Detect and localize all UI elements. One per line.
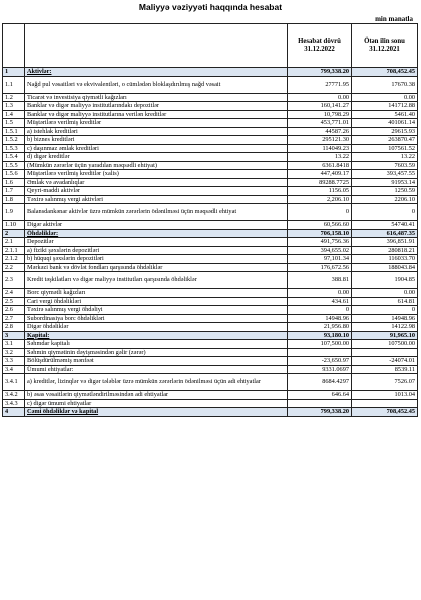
row-number: 3.2: [3, 348, 25, 357]
row-label: b) əsas vəsaitlərin qiymətləndirilməsindən adi ehtiyatlar: [25, 391, 288, 400]
row-label: Səhmin qiymətinin dəyişməsindən gəlir (zərər): [25, 348, 288, 357]
row-value-current: 6361.8418: [288, 161, 352, 170]
row-label: c) daşınmaz əmlak kreditləri: [25, 144, 288, 153]
table-row: [3, 144, 418, 153]
row-label: a) fiziki şəxslərin depozitləri: [25, 246, 288, 255]
row-value-current: 114049.23: [288, 144, 352, 153]
row-number: 3.4.1: [3, 374, 25, 391]
row-label: Digər öhdəliklər: [25, 323, 288, 332]
row-label: Müştərilərə verilmiş kreditlər (xalis): [25, 170, 288, 179]
row-label: Banklar və digər maliyyə institutlarına verilən kreditlər: [25, 110, 288, 119]
row-value-current: 453,771.01: [288, 119, 352, 128]
row-number: 1.4: [3, 110, 25, 119]
row-value-previous: 0.00: [352, 93, 418, 102]
row-value-previous: [352, 348, 418, 357]
row-label: b) hüquqi şəxslərin depozitləri: [25, 255, 288, 264]
table-row: [3, 136, 418, 145]
row-number: 2.8: [3, 323, 25, 332]
row-number: 2.6: [3, 306, 25, 315]
row-label: b) biznes kreditləri: [25, 136, 288, 145]
row-value-current: -23,650.97: [288, 357, 352, 366]
row-value-previous: 54740.41: [352, 221, 418, 230]
financial-position-table: [2, 23, 418, 417]
row-value-previous: 7603.59: [352, 161, 418, 170]
row-number: 3.1: [3, 340, 25, 349]
table-body: [3, 68, 418, 417]
row-value-current: 176,672.56: [288, 263, 352, 272]
row-value-current: 97,101.34: [288, 255, 352, 264]
header-label-cell: [25, 24, 288, 68]
report-title: Maliyyə vəziyyəti haqqında hesabat: [138, 2, 283, 12]
row-value-current: 10,798.29: [288, 110, 352, 119]
row-number: 1.7: [3, 187, 25, 196]
row-value-previous: 1904.85: [352, 272, 418, 289]
row-value-previous: 2206.10: [352, 195, 418, 204]
row-number: 2.2: [3, 263, 25, 272]
row-number: 1.5.6: [3, 170, 25, 179]
row-value-current: 160,141.27: [288, 102, 352, 111]
row-value-previous: 8539.11: [352, 365, 418, 374]
row-value-current: 27771.95: [288, 76, 352, 93]
row-number: 1.6: [3, 178, 25, 187]
row-label: Qeyri-maddi aktivlər: [25, 187, 288, 196]
row-label: Səhmdar kapitalı: [25, 340, 288, 349]
table-row: [3, 272, 418, 289]
row-value-current: 0: [288, 204, 352, 221]
row-number: 1.8: [3, 195, 25, 204]
row-value-current: 447,409.17: [288, 170, 352, 179]
row-value-current: 394,655.02: [288, 246, 352, 255]
table-row: [3, 195, 418, 204]
row-value-current: 706,158.10: [288, 229, 352, 238]
row-label: Balansdankənar aktivlər üzrə mümkün zərərlərin ödənilməsi üçün məqsədli ehtiyat: [25, 204, 288, 221]
row-label: Kredit təşkilatları və digər maliyyə institutları qarşısında öhdəliklər: [25, 272, 288, 289]
row-label: Bölüşdürülməmiş mənfəət: [25, 357, 288, 366]
row-number: 1.9: [3, 204, 25, 221]
row-label: Borc qiymətli kağızları: [25, 289, 288, 298]
header-previous-year-line1: Ötən ilin sonu: [364, 37, 405, 45]
row-value-previous: 188043.84: [352, 263, 418, 272]
header-current-period-line2: 31.12.2022: [304, 45, 335, 53]
row-value-current: [288, 399, 352, 408]
row-value-current: 491,756.36: [288, 238, 352, 247]
row-value-previous: 708,452.45: [352, 68, 418, 77]
table-row: [3, 399, 418, 408]
row-number: 1.5.4: [3, 153, 25, 162]
table-row: [3, 255, 418, 264]
row-value-current: 60,566.60: [288, 221, 352, 230]
row-label: d) digər kreditlər: [25, 153, 288, 162]
row-value-previous: 91953.14: [352, 178, 418, 187]
row-value-current: 2,206.10: [288, 195, 352, 204]
row-value-previous: 0: [352, 204, 418, 221]
row-number: 1.10: [3, 221, 25, 230]
row-label: a) kreditlər, lizinqlər və digər tələblər üzrə mümkün zərərlərin ödənilməsi üçün adi ehtiyatlar: [25, 374, 288, 391]
row-number: 1.5.3: [3, 144, 25, 153]
row-value-current: 9331.0697: [288, 365, 352, 374]
row-number: 3.4.3: [3, 399, 25, 408]
table-row: [3, 238, 418, 247]
header-previous-year-line2: 31.12.2021: [369, 45, 400, 53]
row-value-current: 21,956.80: [288, 323, 352, 332]
table-row: [3, 357, 418, 366]
row-value-previous: 29615.93: [352, 127, 418, 136]
row-value-current: 388.81: [288, 272, 352, 289]
row-number: 1.2: [3, 93, 25, 102]
table-row: [3, 348, 418, 357]
row-number: 3.4.2: [3, 391, 25, 400]
row-value-previous: 396,851.91: [352, 238, 418, 247]
row-number: 3.3: [3, 357, 25, 366]
row-label: Digər aktivlər: [25, 221, 288, 230]
table-row: [3, 246, 418, 255]
row-value-current: 0.00: [288, 93, 352, 102]
row-number: 2.3: [3, 272, 25, 289]
header-current-period: [288, 24, 352, 68]
table-row: [3, 323, 418, 332]
row-value-previous: 280818.21: [352, 246, 418, 255]
table-row: [3, 178, 418, 187]
table-row: [3, 374, 418, 391]
table-row: [3, 170, 418, 179]
row-label: Əmlak və avadanlıqlar: [25, 178, 288, 187]
table-row: [3, 297, 418, 306]
row-value-previous: 401061.14: [352, 119, 418, 128]
row-value-current: 8684.4297: [288, 374, 352, 391]
table-section-row: [3, 408, 418, 417]
row-value-current: 1156.05: [288, 187, 352, 196]
table-row: [3, 289, 418, 298]
row-number: 2.1.2: [3, 255, 25, 264]
row-value-current: 434.61: [288, 297, 352, 306]
row-label: Mərkəzi bank və dövlət fondları qarşısında öhdəliklər: [25, 263, 288, 272]
row-number: 1.3: [3, 102, 25, 111]
table-row: [3, 340, 418, 349]
row-value-current: [288, 348, 352, 357]
row-value-previous: 116033.70: [352, 255, 418, 264]
row-label: Kapital:: [25, 331, 288, 340]
row-value-current: 646.64: [288, 391, 352, 400]
row-value-previous: 1013.04: [352, 391, 418, 400]
header-current-period-line1: Hesabat dövrü: [298, 37, 341, 45]
row-value-previous: 616,487.35: [352, 229, 418, 238]
row-value-previous: 393,457.55: [352, 170, 418, 179]
table-section-row: [3, 331, 418, 340]
row-label: c) digər ümumi ehtiyatlar: [25, 399, 288, 408]
table-row: [3, 102, 418, 111]
row-value-previous: 17670.38: [352, 76, 418, 93]
row-value-previous: 14122.98: [352, 323, 418, 332]
table-row: [3, 93, 418, 102]
header-num-cell: [3, 24, 25, 68]
row-value-previous: 0: [352, 306, 418, 315]
row-number: 2.1.1: [3, 246, 25, 255]
row-value-previous: 91,965.10: [352, 331, 418, 340]
row-value-previous: [352, 399, 418, 408]
row-label: Təxirə salınmış vergi aktivləri: [25, 195, 288, 204]
row-value-previous: 614.81: [352, 297, 418, 306]
row-number: 2.4: [3, 289, 25, 298]
unit-label: min manatla: [375, 15, 413, 23]
row-value-current: 89288.7725: [288, 178, 352, 187]
row-number: 1.5.2: [3, 136, 25, 145]
row-value-previous: 14948.96: [352, 314, 418, 323]
table-row: [3, 119, 418, 128]
row-label: Subordinasiya borc öhdəlikləri: [25, 314, 288, 323]
row-value-previous: 107500.00: [352, 340, 418, 349]
table-row: [3, 127, 418, 136]
row-number: 3.4: [3, 365, 25, 374]
row-value-current: 93,180.10: [288, 331, 352, 340]
row-value-previous: 708,452.45: [352, 408, 418, 417]
row-value-previous: 5461.40: [352, 110, 418, 119]
row-number: 4: [3, 408, 25, 417]
row-number: 1.1: [3, 76, 25, 93]
row-label: Ümumi ehtiyatlar:: [25, 365, 288, 374]
row-number: 2.5: [3, 297, 25, 306]
header-previous-year: [352, 24, 418, 68]
row-value-current: 799,338.20: [288, 408, 352, 417]
row-label: Depozitlər: [25, 238, 288, 247]
row-value-current: 14948.96: [288, 314, 352, 323]
row-label: Banklar və digər maliyyə institutlarındakı depozitlər: [25, 102, 288, 111]
row-label: Ticarət və investisiya qiymətli kağızları: [25, 93, 288, 102]
row-value-current: 295121.30: [288, 136, 352, 145]
row-number: 2.7: [3, 314, 25, 323]
table-row: [3, 263, 418, 272]
row-label: Öhdəliklər:: [25, 229, 288, 238]
row-value-previous: 263870.47: [352, 136, 418, 145]
row-number: 2.1: [3, 238, 25, 247]
row-value-previous: -24074.01: [352, 357, 418, 366]
table-row: [3, 153, 418, 162]
row-value-previous: 7526.07: [352, 374, 418, 391]
row-value-previous: 107561.52: [352, 144, 418, 153]
table-section-row: [3, 229, 418, 238]
row-number: 1: [3, 68, 25, 77]
row-number: 2: [3, 229, 25, 238]
table-section-row: [3, 68, 418, 77]
table-row: [3, 161, 418, 170]
table-row: [3, 204, 418, 221]
table-row: [3, 187, 418, 196]
table-row: [3, 76, 418, 93]
row-number: 1.5.1: [3, 127, 25, 136]
row-label: Nağd pul vəsaitləri və ekvivalentləri, o cümlədən bloklaşdırılmış nağd vəsait: [25, 76, 288, 93]
table-row: [3, 391, 418, 400]
row-label: a) istehlak kreditləri: [25, 127, 288, 136]
row-value-previous: 0.00: [352, 289, 418, 298]
row-value-previous: 1250.59: [352, 187, 418, 196]
row-number: 1.5: [3, 119, 25, 128]
table-row: [3, 314, 418, 323]
row-value-current: 44587.26: [288, 127, 352, 136]
row-number: 3: [3, 331, 25, 340]
table-row: [3, 110, 418, 119]
row-value-previous: 141712.88: [352, 102, 418, 111]
row-label: Təxirə salınmış vergi öhdəliyi: [25, 306, 288, 315]
table-row: [3, 306, 418, 315]
row-number: 1.5.5: [3, 161, 25, 170]
row-value-current: 0.00: [288, 289, 352, 298]
row-label: Aktivlər:: [25, 68, 288, 77]
row-value-current: 799,338.20: [288, 68, 352, 77]
row-label: (Mümkün zərərlər üçün yaradılan məqsədli ehtiyat): [25, 161, 288, 170]
table-row: [3, 365, 418, 374]
table-header-row: [3, 24, 418, 68]
row-value-current: 107,500.00: [288, 340, 352, 349]
row-label: Cəmi öhdəliklər və kapital: [25, 408, 288, 417]
row-value-current: 13.22: [288, 153, 352, 162]
row-label: Cari vergi öhdəlikləri: [25, 297, 288, 306]
row-value-previous: 13.22: [352, 153, 418, 162]
row-value-current: 0: [288, 306, 352, 315]
table-row: [3, 221, 418, 230]
row-label: Müştərilərə verilmiş kreditlər: [25, 119, 288, 128]
